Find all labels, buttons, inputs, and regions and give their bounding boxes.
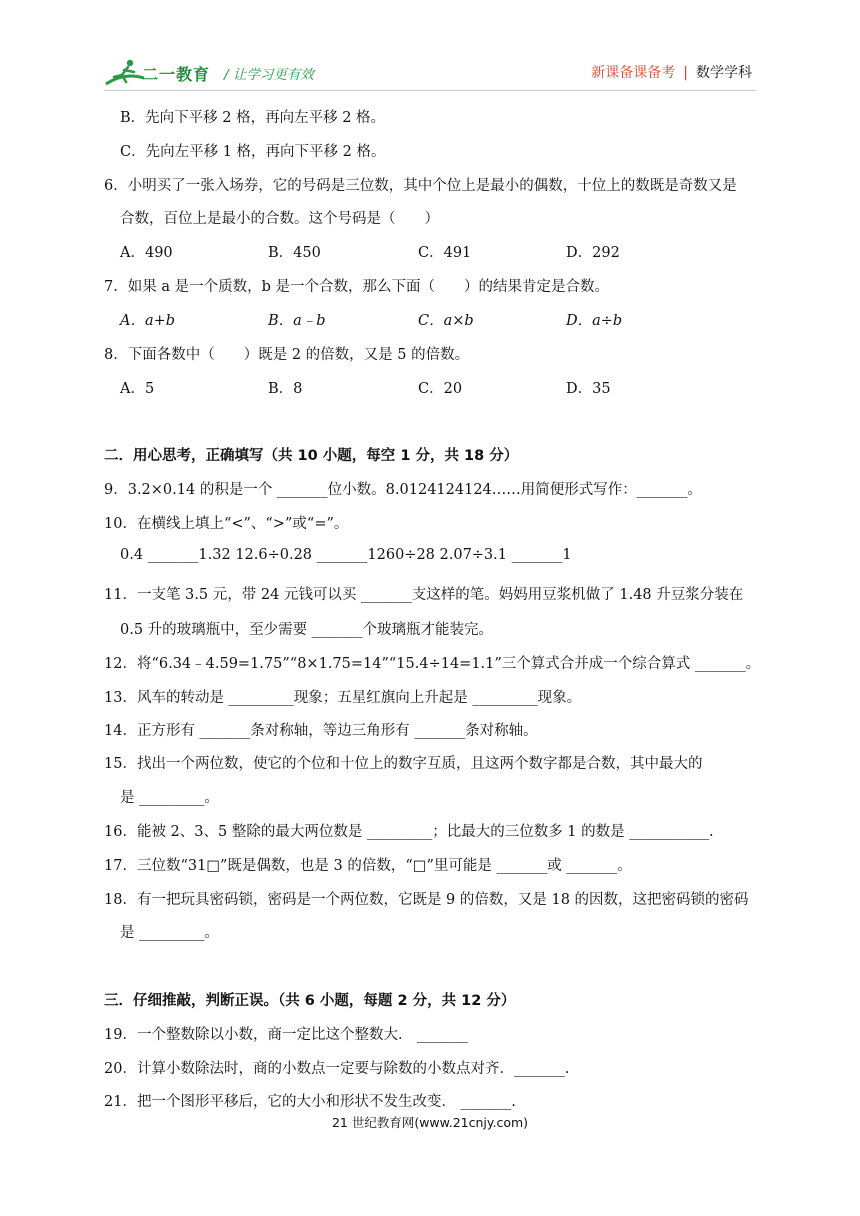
question-18-cont: 是 _________。: [120, 925, 219, 941]
header-right: [591, 62, 752, 82]
section-heading: 二．用心思考，正确填写（共 10 小题，每空 1 分，共 18 分）: [104, 448, 519, 464]
choice-b: B．450: [268, 245, 321, 261]
choice-c: C．491: [418, 245, 472, 261]
question-6: 6．小明买了一张入场券，它的号码是三位数，其中个位上是最小的偶数，十位上的数既是奇数又是: [104, 178, 737, 194]
choice-d: D．a÷b: [566, 313, 623, 329]
course-label: 新课备课备考: [591, 65, 676, 81]
question-16: 16．能被 2、3、5 整除的最大两位数是 _________；比最大的三位数多 1 的数是 ___________.: [104, 824, 714, 840]
question-15: 15．找出一个两位数，使它的个位和十位上的数字互质，且这两个数字都是合数，其中最大的: [104, 756, 703, 772]
choice-c: C．20: [418, 381, 463, 397]
question-15-cont: 是 _________。: [120, 790, 219, 806]
choice-b: B．a﹣b: [268, 313, 326, 329]
question-7: 7．如果 a 是一个质数，b 是一个合数，那么下面（ ）的结果肯定是合数。: [104, 279, 609, 295]
question-6-cont: 合数，百位上是最小的合数。这个号码是（ ）: [120, 211, 439, 227]
question-12: 12．将“6.34﹣4.59=1.75”“8×1.75=14”“15.4÷14=1.1”三个算式合并成一个综合算式 _______。: [104, 656, 761, 672]
question-10-items: 0.4 _______1.32 12.6÷0.28 _______1260÷28 2.07÷3.1 _______1: [120, 547, 572, 563]
choice-a: A．490: [120, 245, 173, 261]
page-header: [0, 0, 860, 96]
question-17: 17．三位数“31□”既是偶数，也是 3 的倍数，“□”里可能是 _______或 _______。: [104, 858, 632, 874]
choice-c: C．a×b: [418, 313, 474, 329]
question-21: 21．把一个图形平移后，它的大小和形状不发生改变． _______.: [104, 1094, 516, 1110]
question-10: 10．在横线上填上“<”、“>”或“=”。: [104, 516, 349, 532]
header-divider: [104, 90, 756, 91]
option-line: C．先向左平移 1 格，再向下平移 2 格。: [120, 144, 386, 160]
logo-text: 二一教育: [142, 65, 211, 84]
choice-a: A．a+b: [120, 313, 176, 329]
choice-a: A．5: [120, 381, 155, 397]
choice-d: D．35: [566, 381, 611, 397]
question-20: 20．计算小数除法时，商的小数点一定要与除数的小数点对齐．_______.: [104, 1061, 570, 1077]
header-separator: |: [683, 65, 688, 81]
question-9: 9．3.2×0.14 的积是一个 _______位小数。8.0124124124……用简便形式写作：_______。: [104, 482, 703, 498]
slogan: / 让学习更有效: [224, 67, 314, 83]
question-8: 8．下面各数中（ ）既是 2 的倍数，又是 5 的倍数。: [104, 347, 470, 363]
question-11: 11．一支笔 3.5 元，带 24 元钱可以买 _______支这样的笔。妈妈用豆浆机做了 1.48 升豆浆分装在: [104, 587, 744, 603]
section-heading: 三．仔细推敲，判断正误。（共 6 小题，每题 2 分，共 12 分）: [104, 993, 516, 1009]
question-19: 19．一个整数除以小数，商一定比这个整数大． _______: [104, 1027, 468, 1043]
question-13: 13．风车的转动是 _________现象；五星红旗向上升起是 _________现象。: [104, 690, 582, 706]
option-line: B．先向下平移 2 格，再向左平移 2 格。: [120, 110, 386, 126]
choice-d: D．292: [566, 245, 620, 261]
subject-label: 数学学科: [696, 65, 752, 81]
question-11-cont: 0.5 升的玻璃瓶中，至少需要 _______个玻璃瓶才能装完。: [120, 622, 494, 638]
question-18: 18．有一把玩具密码锁，密码是一个两位数，它既是 9 的倍数，又是 18 的因数，这把密码锁的密码: [104, 892, 749, 908]
choice-b: B．8: [268, 381, 303, 397]
page-footer: 21 世纪教育网(www.21cnjy.com): [331, 1115, 529, 1130]
question-14: 14．正方形有 _______条对称轴，等边三角形有 _______条对称轴。: [104, 723, 538, 739]
